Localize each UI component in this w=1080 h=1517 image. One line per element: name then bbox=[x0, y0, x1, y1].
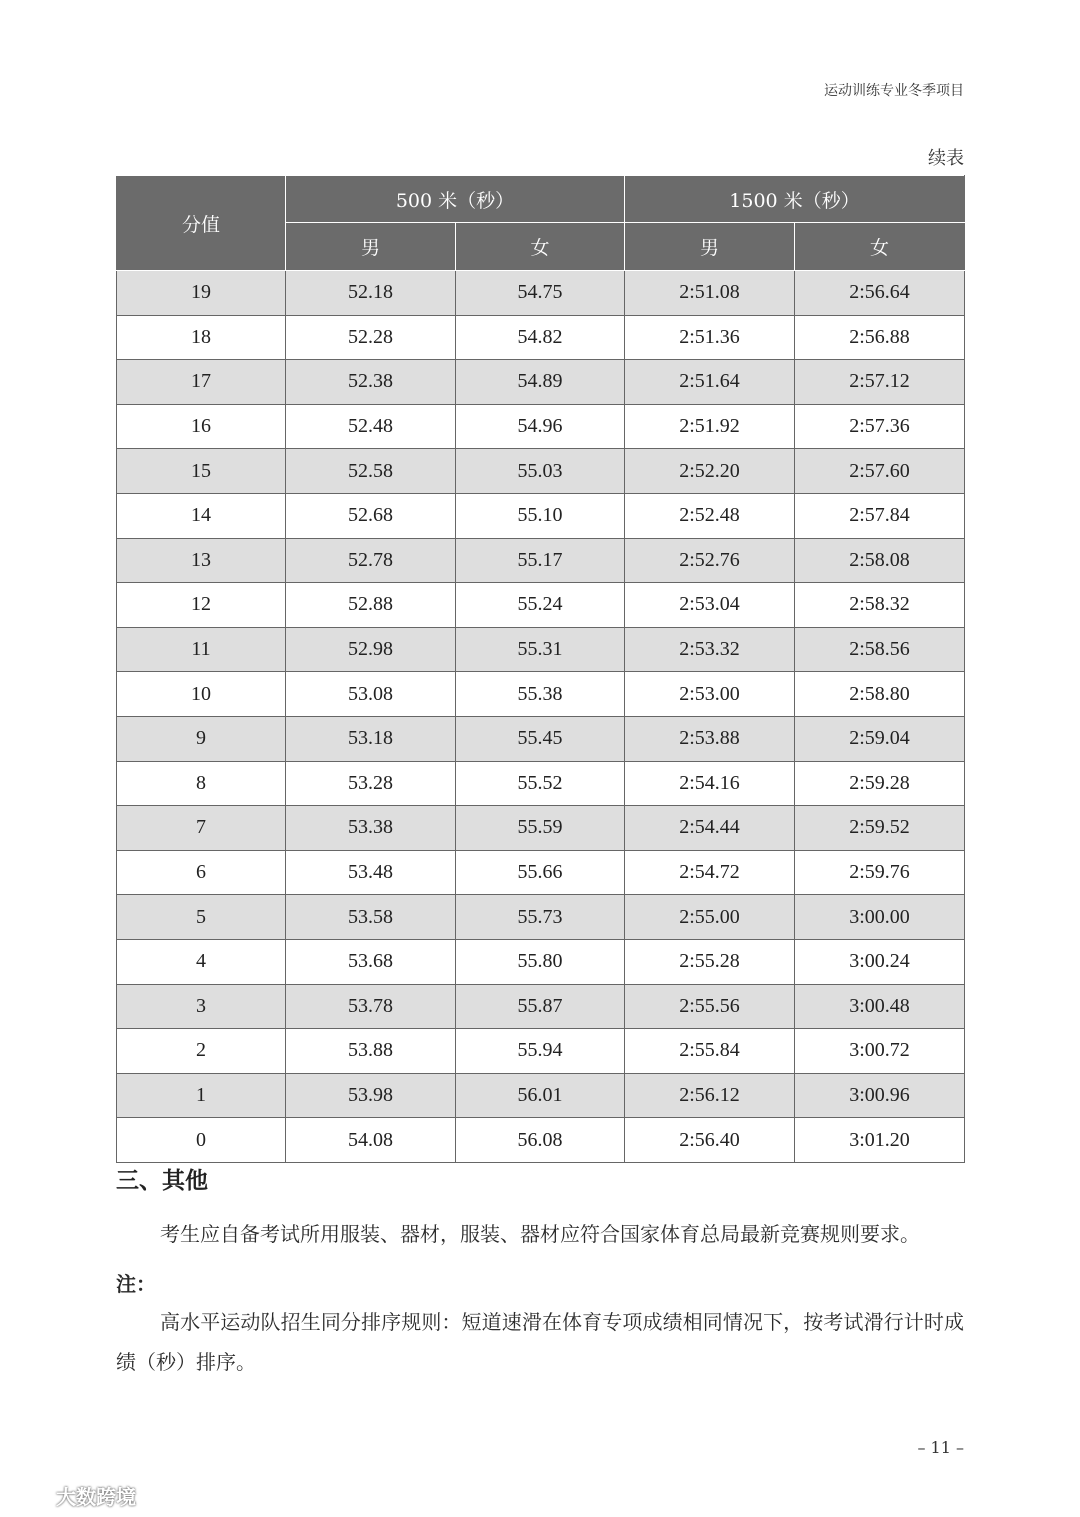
score-table bbox=[116, 175, 965, 1163]
table-row bbox=[117, 493, 965, 538]
table-row bbox=[117, 1118, 965, 1163]
female-1500-cell: 3:00.72 bbox=[795, 1029, 965, 1074]
score-cell: 19 bbox=[117, 271, 286, 316]
male-500-cell: 52.48 bbox=[286, 404, 456, 449]
male-500-cell: 52.18 bbox=[286, 271, 456, 316]
male-500-cell: 53.78 bbox=[286, 984, 456, 1029]
female-1500-cell: 2:57.60 bbox=[795, 449, 965, 494]
female-1500-cell: 2:56.64 bbox=[795, 271, 965, 316]
score-cell: 15 bbox=[117, 449, 286, 494]
male-1500-cell: 2:51.36 bbox=[625, 315, 795, 360]
tiebreak-paragraph: 高水平运动队招生同分排序规则：短道速滑在体育专项成绩相同情况下，按考试滑行计时成绩（秒）排序。 bbox=[116, 1310, 964, 1374]
male-1500-cell: 2:51.92 bbox=[625, 404, 795, 449]
female-500-cell: 54.89 bbox=[456, 360, 625, 405]
female-500-cell: 56.08 bbox=[456, 1118, 625, 1163]
score-cell: 4 bbox=[117, 939, 286, 984]
score-cell: 16 bbox=[117, 404, 286, 449]
male-1500-cell: 2:51.64 bbox=[625, 360, 795, 405]
female-500-cell: 54.75 bbox=[456, 271, 625, 316]
table-row bbox=[117, 449, 965, 494]
table-row bbox=[117, 538, 965, 583]
table-row bbox=[117, 984, 965, 1029]
table-row bbox=[117, 315, 965, 360]
female-500-cell: 55.87 bbox=[456, 984, 625, 1029]
group-500-header: 500 米（秒） bbox=[286, 176, 625, 223]
male-1500-cell: 2:54.44 bbox=[625, 806, 795, 851]
score-cell: 9 bbox=[117, 716, 286, 761]
female-500-cell: 55.73 bbox=[456, 895, 625, 940]
female-1500-cell: 2:59.28 bbox=[795, 761, 965, 806]
male-500-cell: 52.58 bbox=[286, 449, 456, 494]
table-row bbox=[117, 627, 965, 672]
male-1500-cell: 2:52.48 bbox=[625, 493, 795, 538]
running-head: 运动训练专业冬季项目 bbox=[824, 83, 964, 99]
female-500-cell: 56.01 bbox=[456, 1073, 625, 1118]
male-1500-cell: 2:56.12 bbox=[625, 1073, 795, 1118]
score-cell: 11 bbox=[117, 627, 286, 672]
male-500-cell: 53.28 bbox=[286, 761, 456, 806]
table-row bbox=[117, 939, 965, 984]
score-cell: 5 bbox=[117, 895, 286, 940]
table-body bbox=[117, 271, 965, 1163]
score-cell: 2 bbox=[117, 1029, 286, 1074]
female-1500-cell: 2:57.12 bbox=[795, 360, 965, 405]
male-500-cell: 52.98 bbox=[286, 627, 456, 672]
male-1500-cell: 2:54.16 bbox=[625, 761, 795, 806]
female-500-cell: 55.80 bbox=[456, 939, 625, 984]
male-500-cell: 52.28 bbox=[286, 315, 456, 360]
female-500-cell: 55.94 bbox=[456, 1029, 625, 1074]
male-1500-cell: 2:53.32 bbox=[625, 627, 795, 672]
female-1500-cell: 2:59.04 bbox=[795, 716, 965, 761]
female-500-cell: 55.17 bbox=[456, 538, 625, 583]
table-row bbox=[117, 895, 965, 940]
score-cell: 12 bbox=[117, 583, 286, 628]
male-500-cell: 53.48 bbox=[286, 850, 456, 895]
male-500-header: 男 bbox=[286, 223, 456, 271]
female-1500-cell: 2:56.88 bbox=[795, 315, 965, 360]
female-1500-cell: 2:58.08 bbox=[795, 538, 965, 583]
male-500-cell: 53.58 bbox=[286, 895, 456, 940]
note-label: 注： bbox=[116, 1272, 156, 1296]
female-1500-cell: 2:57.84 bbox=[795, 493, 965, 538]
score-header: 分值 bbox=[117, 176, 286, 271]
female-500-cell: 55.38 bbox=[456, 672, 625, 717]
male-1500-cell: 2:55.28 bbox=[625, 939, 795, 984]
table-row bbox=[117, 360, 965, 405]
weibo-logo-icon bbox=[8, 1480, 52, 1510]
male-1500-cell: 2:53.00 bbox=[625, 672, 795, 717]
female-500-cell: 55.52 bbox=[456, 761, 625, 806]
male-500-cell: 53.08 bbox=[286, 672, 456, 717]
male-500-cell: 52.68 bbox=[286, 493, 456, 538]
score-cell: 1 bbox=[117, 1073, 286, 1118]
female-1500-cell: 3:00.96 bbox=[795, 1073, 965, 1118]
male-1500-cell: 2:53.04 bbox=[625, 583, 795, 628]
table-row bbox=[117, 806, 965, 851]
female-500-cell: 55.31 bbox=[456, 627, 625, 672]
female-500-cell: 55.45 bbox=[456, 716, 625, 761]
female-1500-cell: 3:00.00 bbox=[795, 895, 965, 940]
female-1500-cell: 2:57.36 bbox=[795, 404, 965, 449]
male-1500-cell: 2:54.72 bbox=[625, 850, 795, 895]
female-1500-cell: 3:00.48 bbox=[795, 984, 965, 1029]
score-cell: 17 bbox=[117, 360, 286, 405]
table-row bbox=[117, 1029, 965, 1074]
male-1500-header: 男 bbox=[625, 223, 795, 271]
table-row bbox=[117, 672, 965, 717]
male-500-cell: 53.38 bbox=[286, 806, 456, 851]
female-500-cell: 55.66 bbox=[456, 850, 625, 895]
female-1500-cell: 2:58.80 bbox=[795, 672, 965, 717]
female-1500-cell: 2:59.52 bbox=[795, 806, 965, 851]
table-row bbox=[117, 761, 965, 806]
score-cell: 6 bbox=[117, 850, 286, 895]
female-500-cell: 55.10 bbox=[456, 493, 625, 538]
female-1500-cell: 3:00.24 bbox=[795, 939, 965, 984]
female-1500-cell: 2:58.32 bbox=[795, 583, 965, 628]
male-1500-cell: 2:51.08 bbox=[625, 271, 795, 316]
score-cell: 14 bbox=[117, 493, 286, 538]
watermark-text: 大数跨境 bbox=[56, 1484, 136, 1509]
score-cell: 3 bbox=[117, 984, 286, 1029]
requirements-paragraph: 考生应自备考试所用服装、器材，服装、器材应符合国家体育总局最新竞赛规则要求。 bbox=[160, 1222, 920, 1246]
male-500-cell: 53.68 bbox=[286, 939, 456, 984]
section-title: 三、其他 bbox=[116, 1167, 208, 1194]
score-cell: 0 bbox=[117, 1118, 286, 1163]
male-1500-cell: 2:56.40 bbox=[625, 1118, 795, 1163]
score-cell: 13 bbox=[117, 538, 286, 583]
male-1500-cell: 2:55.56 bbox=[625, 984, 795, 1029]
male-500-cell: 53.18 bbox=[286, 716, 456, 761]
male-1500-cell: 2:53.88 bbox=[625, 716, 795, 761]
female-1500-header: 女 bbox=[795, 223, 965, 271]
male-1500-cell: 2:52.20 bbox=[625, 449, 795, 494]
page-number: – 11 – bbox=[917, 1438, 964, 1457]
score-cell: 7 bbox=[117, 806, 286, 851]
female-500-cell: 55.24 bbox=[456, 583, 625, 628]
male-500-cell: 52.38 bbox=[286, 360, 456, 405]
female-1500-cell: 2:59.76 bbox=[795, 850, 965, 895]
female-1500-cell: 2:58.56 bbox=[795, 627, 965, 672]
group-1500-header: 1500 米（秒） bbox=[625, 176, 965, 223]
female-500-cell: 55.59 bbox=[456, 806, 625, 851]
male-1500-cell: 2:55.84 bbox=[625, 1029, 795, 1074]
table-row bbox=[117, 271, 965, 316]
table-row bbox=[117, 404, 965, 449]
table-row bbox=[117, 716, 965, 761]
male-1500-cell: 2:52.76 bbox=[625, 538, 795, 583]
male-500-cell: 52.78 bbox=[286, 538, 456, 583]
female-500-header: 女 bbox=[456, 223, 625, 271]
watermark bbox=[8, 1480, 136, 1510]
score-cell: 8 bbox=[117, 761, 286, 806]
male-500-cell: 53.88 bbox=[286, 1029, 456, 1074]
table-row bbox=[117, 1073, 965, 1118]
table-row bbox=[117, 850, 965, 895]
score-cell: 18 bbox=[117, 315, 286, 360]
score-cell: 10 bbox=[117, 672, 286, 717]
male-500-cell: 52.88 bbox=[286, 583, 456, 628]
male-1500-cell: 2:55.00 bbox=[625, 895, 795, 940]
male-500-cell: 54.08 bbox=[286, 1118, 456, 1163]
table-row bbox=[117, 583, 965, 628]
female-500-cell: 54.82 bbox=[456, 315, 625, 360]
female-500-cell: 54.96 bbox=[456, 404, 625, 449]
continued-label: 续表 bbox=[928, 148, 964, 169]
female-500-cell: 55.03 bbox=[456, 449, 625, 494]
male-500-cell: 53.98 bbox=[286, 1073, 456, 1118]
female-1500-cell: 3:01.20 bbox=[795, 1118, 965, 1163]
